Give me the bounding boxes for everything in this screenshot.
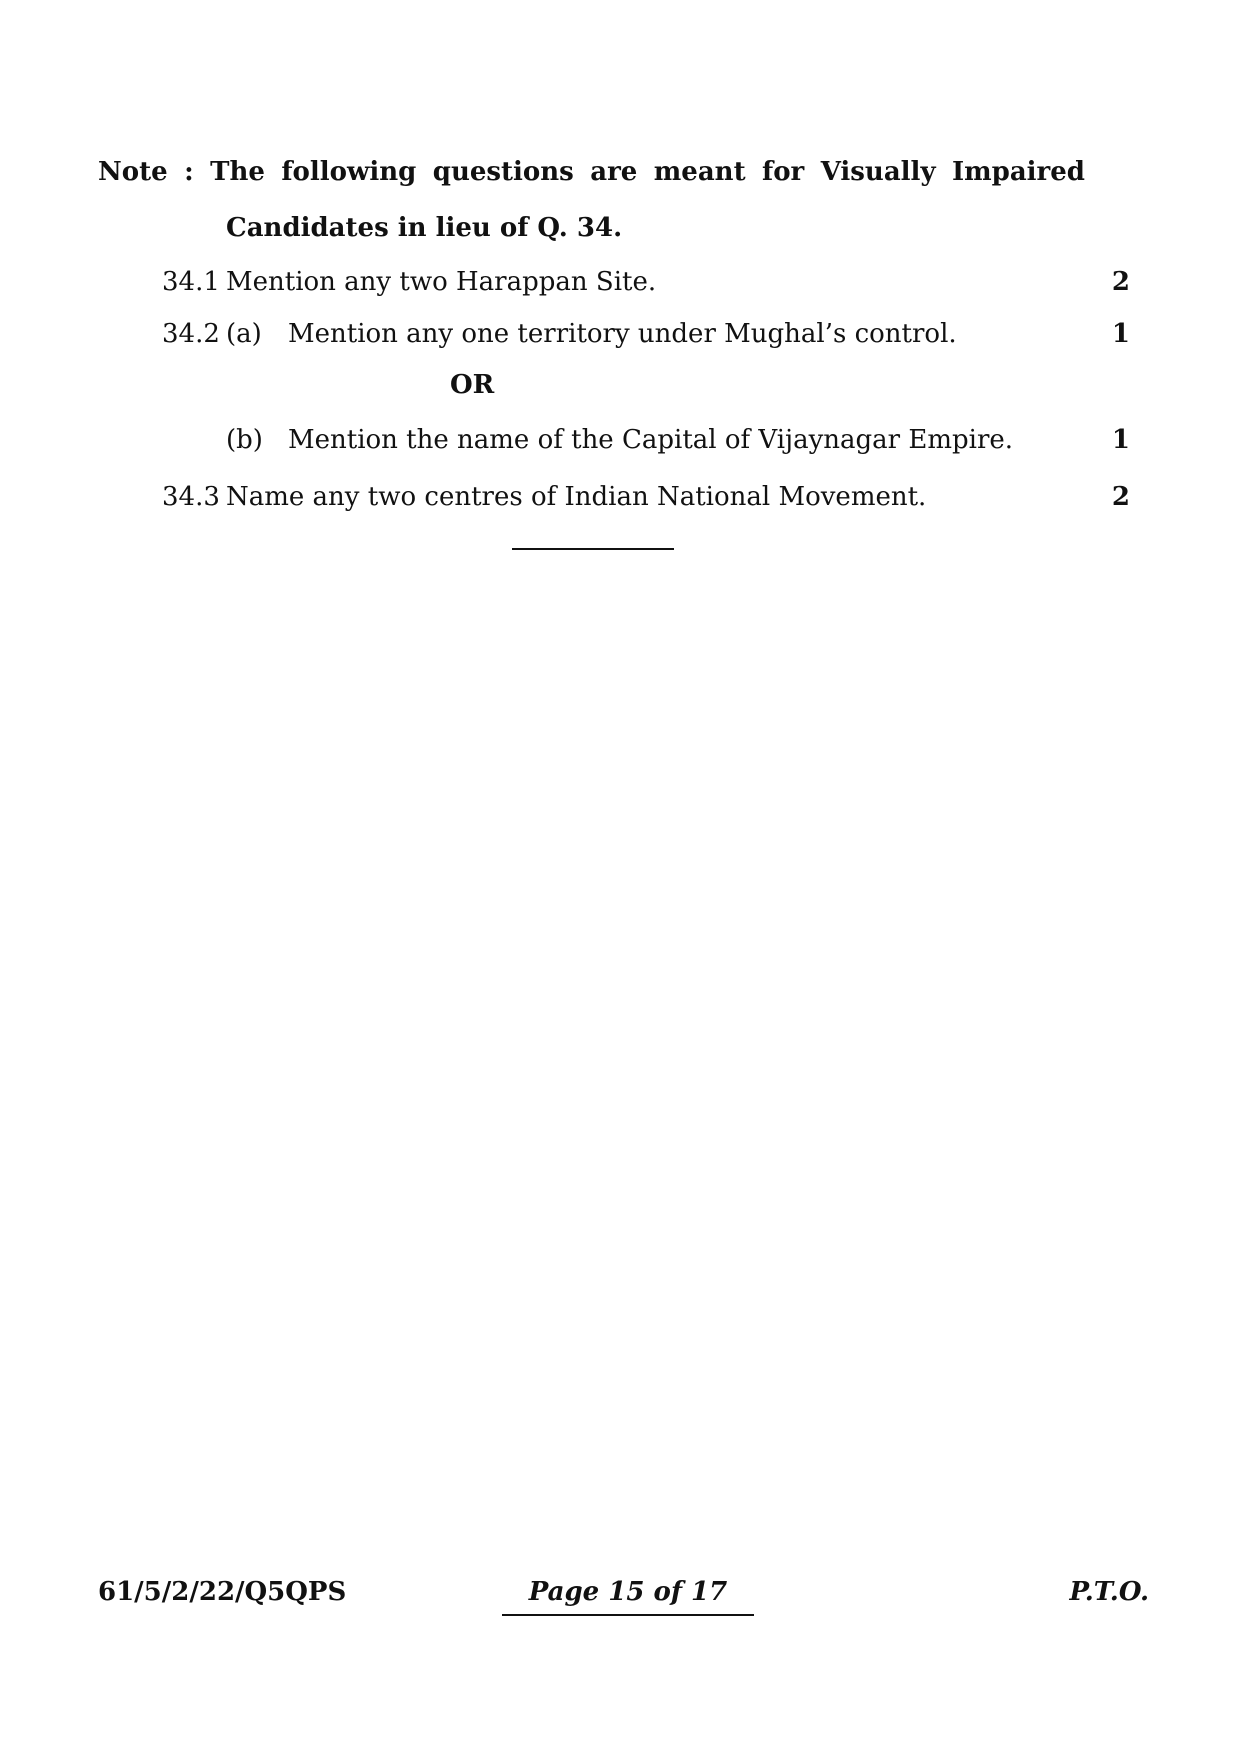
note-word: Impaired bbox=[951, 157, 1085, 187]
note-word: questions bbox=[432, 157, 574, 187]
note-word: following bbox=[281, 157, 417, 187]
end-rule bbox=[512, 548, 674, 550]
note-word: meant bbox=[653, 157, 746, 187]
sub-question-text: Mention the name of the Capital of Vijaynagar Empire. bbox=[288, 425, 1014, 455]
note-word: are bbox=[590, 157, 638, 187]
footer-page-number: Page 15 of 17 bbox=[502, 1574, 754, 1616]
note-word: The bbox=[210, 157, 265, 187]
question-marks: 1 bbox=[1111, 425, 1130, 455]
question-marks: 1 bbox=[1111, 319, 1130, 349]
or-separator: OR bbox=[450, 370, 495, 400]
question-text: Mention any two Harappan Site. bbox=[226, 267, 657, 297]
note-label: Note : bbox=[98, 157, 194, 187]
sub-question-label: (b) bbox=[226, 425, 263, 455]
question-text: Name any two centres of Indian National Movement. bbox=[226, 482, 927, 512]
question-number: 34.2 bbox=[162, 319, 220, 349]
sub-question-label: (a) bbox=[226, 319, 262, 349]
question-marks: 2 bbox=[1111, 267, 1130, 297]
note-heading bbox=[98, 152, 1085, 192]
question-number: 34.3 bbox=[162, 482, 220, 512]
note-word: Visually bbox=[820, 157, 936, 187]
sub-question-text: Mention any one territory under Mughal’s control. bbox=[288, 319, 957, 349]
footer-paper-code: 61/5/2/22/Q5QPS bbox=[98, 1577, 347, 1607]
question-marks: 2 bbox=[1111, 482, 1130, 512]
note-continuation: Candidates in lieu of Q. 34. bbox=[226, 213, 623, 243]
note-word: for bbox=[762, 157, 805, 187]
footer-pto: P.T.O. bbox=[1069, 1577, 1149, 1607]
question-number: 34.1 bbox=[162, 267, 220, 297]
